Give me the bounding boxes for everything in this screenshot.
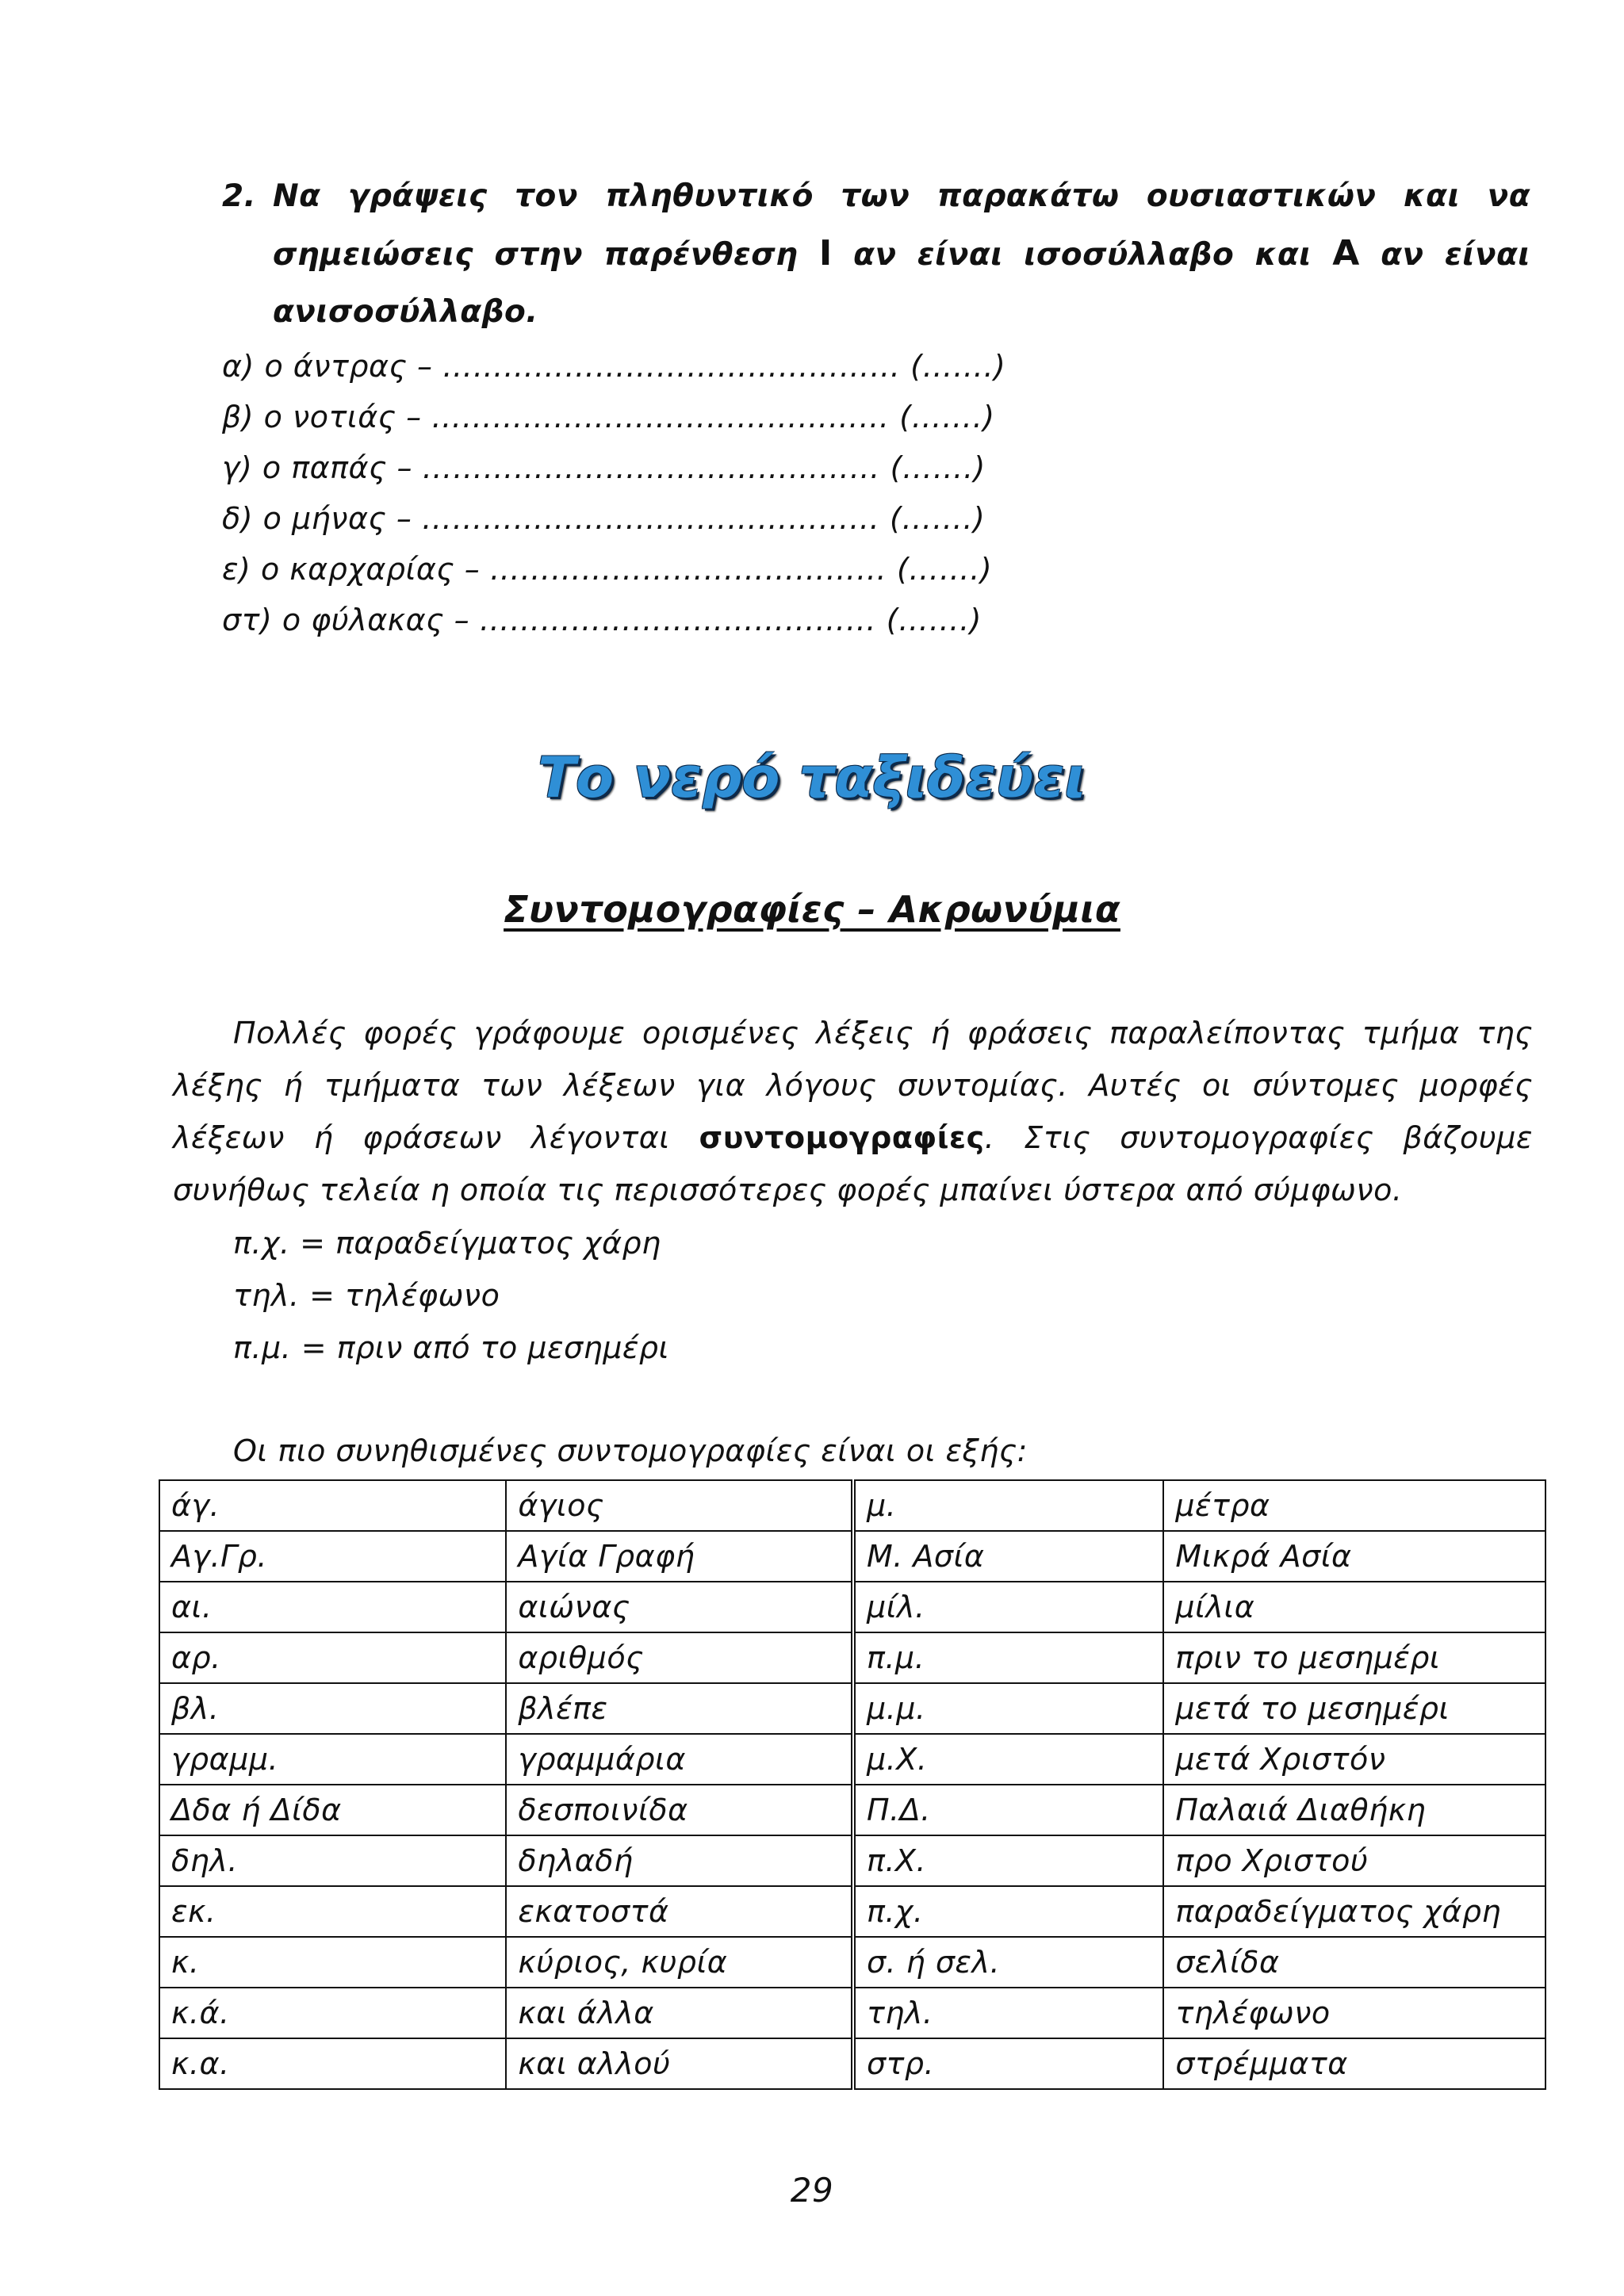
exercise-item: ε) ο καρχαρίας – ………………………………… (…….): [222, 552, 993, 587]
meaning-cell: δεσποινίδα: [506, 1785, 853, 1835]
meaning-cell: μίλια: [1163, 1582, 1545, 1632]
bold-term: συντομογραφίες: [699, 1120, 985, 1155]
meaning-cell: εκατοστά: [506, 1886, 853, 1937]
table-row: [159, 1480, 1545, 1531]
meaning-cell: δηλαδή: [506, 1835, 853, 1886]
abbreviation-cell: άγ.: [159, 1480, 506, 1531]
abbreviation-cell: Μ. Ασία: [853, 1531, 1163, 1582]
abbreviation-cell: μίλ.: [853, 1582, 1163, 1632]
table-row: [159, 1886, 1545, 1937]
table-row: [159, 1582, 1545, 1632]
paragraph-line: [173, 1112, 1533, 1164]
meaning-cell: άγιος: [506, 1480, 853, 1531]
meaning-cell: παραδείγματος χάρη: [1163, 1886, 1545, 1937]
meaning-cell: πριν το μεσημέρι: [1163, 1632, 1545, 1683]
abbreviation-cell: μ.μ.: [853, 1683, 1163, 1734]
table-row: [159, 1937, 1545, 1988]
exercise-item: στ) ο φύλακας – ………………………………… (…….): [222, 603, 982, 637]
paragraph-line-3b: . Στις συντομογραφίες βάζουμε: [984, 1120, 1533, 1155]
exercise-2: [222, 168, 1530, 645]
abbreviation-cell: εκ.: [159, 1886, 506, 1937]
abbreviation-cell: π.χ.: [853, 1886, 1163, 1937]
section-subtitle: Συντομογραφίες – Ακρωνύμια: [504, 888, 1120, 931]
meaning-cell: αιώνας: [506, 1582, 853, 1632]
exercise-item: δ) ο μήνας – ……………………………………… (…….): [222, 501, 986, 536]
abbreviation-cell: Δδα ή Δίδα: [159, 1785, 506, 1835]
meaning-cell: προ Χριστού: [1163, 1835, 1545, 1886]
table-row: [159, 2038, 1545, 2089]
meaning-cell: και άλλα: [506, 1988, 853, 2038]
abbreviation-cell: Π.Δ.: [853, 1785, 1163, 1835]
example-item: π.μ. = πριν από το μεσημέρι: [233, 1330, 669, 1365]
page-number: 29: [790, 2171, 834, 2210]
abbreviation-cell: π.μ.: [853, 1632, 1163, 1683]
abbreviation-cell: μ.: [853, 1480, 1163, 1531]
meaning-cell: μετά Χριστόν: [1163, 1734, 1545, 1785]
abbreviation-cell: αρ.: [159, 1632, 506, 1683]
abbreviation-cell: κ.: [159, 1937, 506, 1988]
abbreviation-cell: βλ.: [159, 1683, 506, 1734]
abbreviation-cell: δηλ.: [159, 1835, 506, 1886]
table-row: [159, 1531, 1545, 1582]
paragraph-line: συνήθως τελεία η οποία τις περισσότερες φορές μπαίνει ύστερα από σύμφωνο.: [173, 1173, 1403, 1207]
abbreviation-cell: π.Χ.: [853, 1835, 1163, 1886]
abbreviation-cell: σ. ή σελ.: [853, 1937, 1163, 1988]
meaning-cell: μετά το μεσημέρι: [1163, 1683, 1545, 1734]
paragraph-line-3a: λέξεων ή φράσεων λέγονται: [173, 1120, 670, 1155]
section-title: Το νερό ταξιδεύει: [538, 745, 1086, 810]
table-row: [159, 1785, 1545, 1835]
exercise-heading-line-2b: αν είναι ισοσύλλαβο και: [853, 237, 1312, 273]
meaning-cell: Μικρά Ασία: [1163, 1531, 1545, 1582]
abbreviation-cell: αι.: [159, 1582, 506, 1632]
exercise-items: [222, 341, 1530, 645]
meaning-cell: βλέπε: [506, 1683, 853, 1734]
abbreviations-table: [159, 1479, 1546, 2090]
paragraph-line: λέξης ή τμήματα των λέξεων για λόγους συντομίας. Αυτές οι σύντομες μορφές: [173, 1068, 1533, 1103]
letter-I: Ι: [818, 233, 833, 274]
exercise-item: γ) ο παπάς – ……………………………………… (…….): [222, 450, 986, 485]
table-row: [159, 1632, 1545, 1683]
meaning-cell: τηλέφωνο: [1163, 1988, 1545, 2038]
abbreviation-cell: στρ.: [853, 2038, 1163, 2089]
abbreviation-cell: κ.α.: [159, 2038, 506, 2089]
meaning-cell: σελίδα: [1163, 1937, 1545, 1988]
example-item: τηλ. = τηλέφωνο: [233, 1278, 500, 1313]
exercise-item: β) ο νοτιάς – ……………………………………… (…….): [222, 400, 995, 434]
exercise-heading-line-2a: σημειώσεις στην παρένθεση: [273, 237, 799, 273]
examples-list: [233, 1217, 669, 1374]
paragraph-line: Πολλές φορές γράφουμε ορισμένες λέξεις ή φράσεις παραλείποντας τμήμα της: [233, 1016, 1533, 1050]
intro-paragraph: [173, 1007, 1533, 1216]
table-row: [159, 1988, 1545, 2038]
table-row: [159, 1683, 1545, 1734]
table-intro: Οι πιο συνηθισμένες συντομογραφίες είναι οι εξής:: [233, 1433, 1028, 1468]
exercise-heading: [222, 168, 1530, 341]
table-row: [159, 1835, 1545, 1886]
meaning-cell: Παλαιά Διαθήκη: [1163, 1785, 1545, 1835]
abbreviation-cell: μ.Χ.: [853, 1734, 1163, 1785]
meaning-cell: γραμμάρια: [506, 1734, 853, 1785]
meaning-cell: αριθμός: [506, 1632, 853, 1683]
exercise-number: 2.: [222, 178, 256, 214]
letter-A: Α: [1332, 233, 1360, 274]
meaning-cell: κύριος, κυρία: [506, 1937, 853, 1988]
meaning-cell: μέτρα: [1163, 1480, 1545, 1531]
abbreviation-cell: γραμμ.: [159, 1734, 506, 1785]
meaning-cell: και αλλού: [506, 2038, 853, 2089]
exercise-heading-line-3: ανισοσύλλαβο.: [273, 294, 538, 330]
table-row: [159, 1734, 1545, 1785]
exercise-heading-line-1: Να γράψεις τον πληθυντικό των παρακάτω ουσιαστικών και να: [273, 178, 1530, 214]
meaning-cell: Αγία Γραφή: [506, 1531, 853, 1582]
abbreviation-cell: κ.ά.: [159, 1988, 506, 2038]
abbreviation-cell: τηλ.: [853, 1988, 1163, 2038]
exercise-heading-line-2c: αν είναι: [1381, 237, 1531, 273]
exercise-item: α) ο άντρας – ……………………………………… (…….): [222, 349, 1006, 384]
meaning-cell: στρέμματα: [1163, 2038, 1545, 2089]
abbreviation-cell: Αγ.Γρ.: [159, 1531, 506, 1582]
example-item: π.χ. = παραδείγματος χάρη: [233, 1226, 661, 1261]
